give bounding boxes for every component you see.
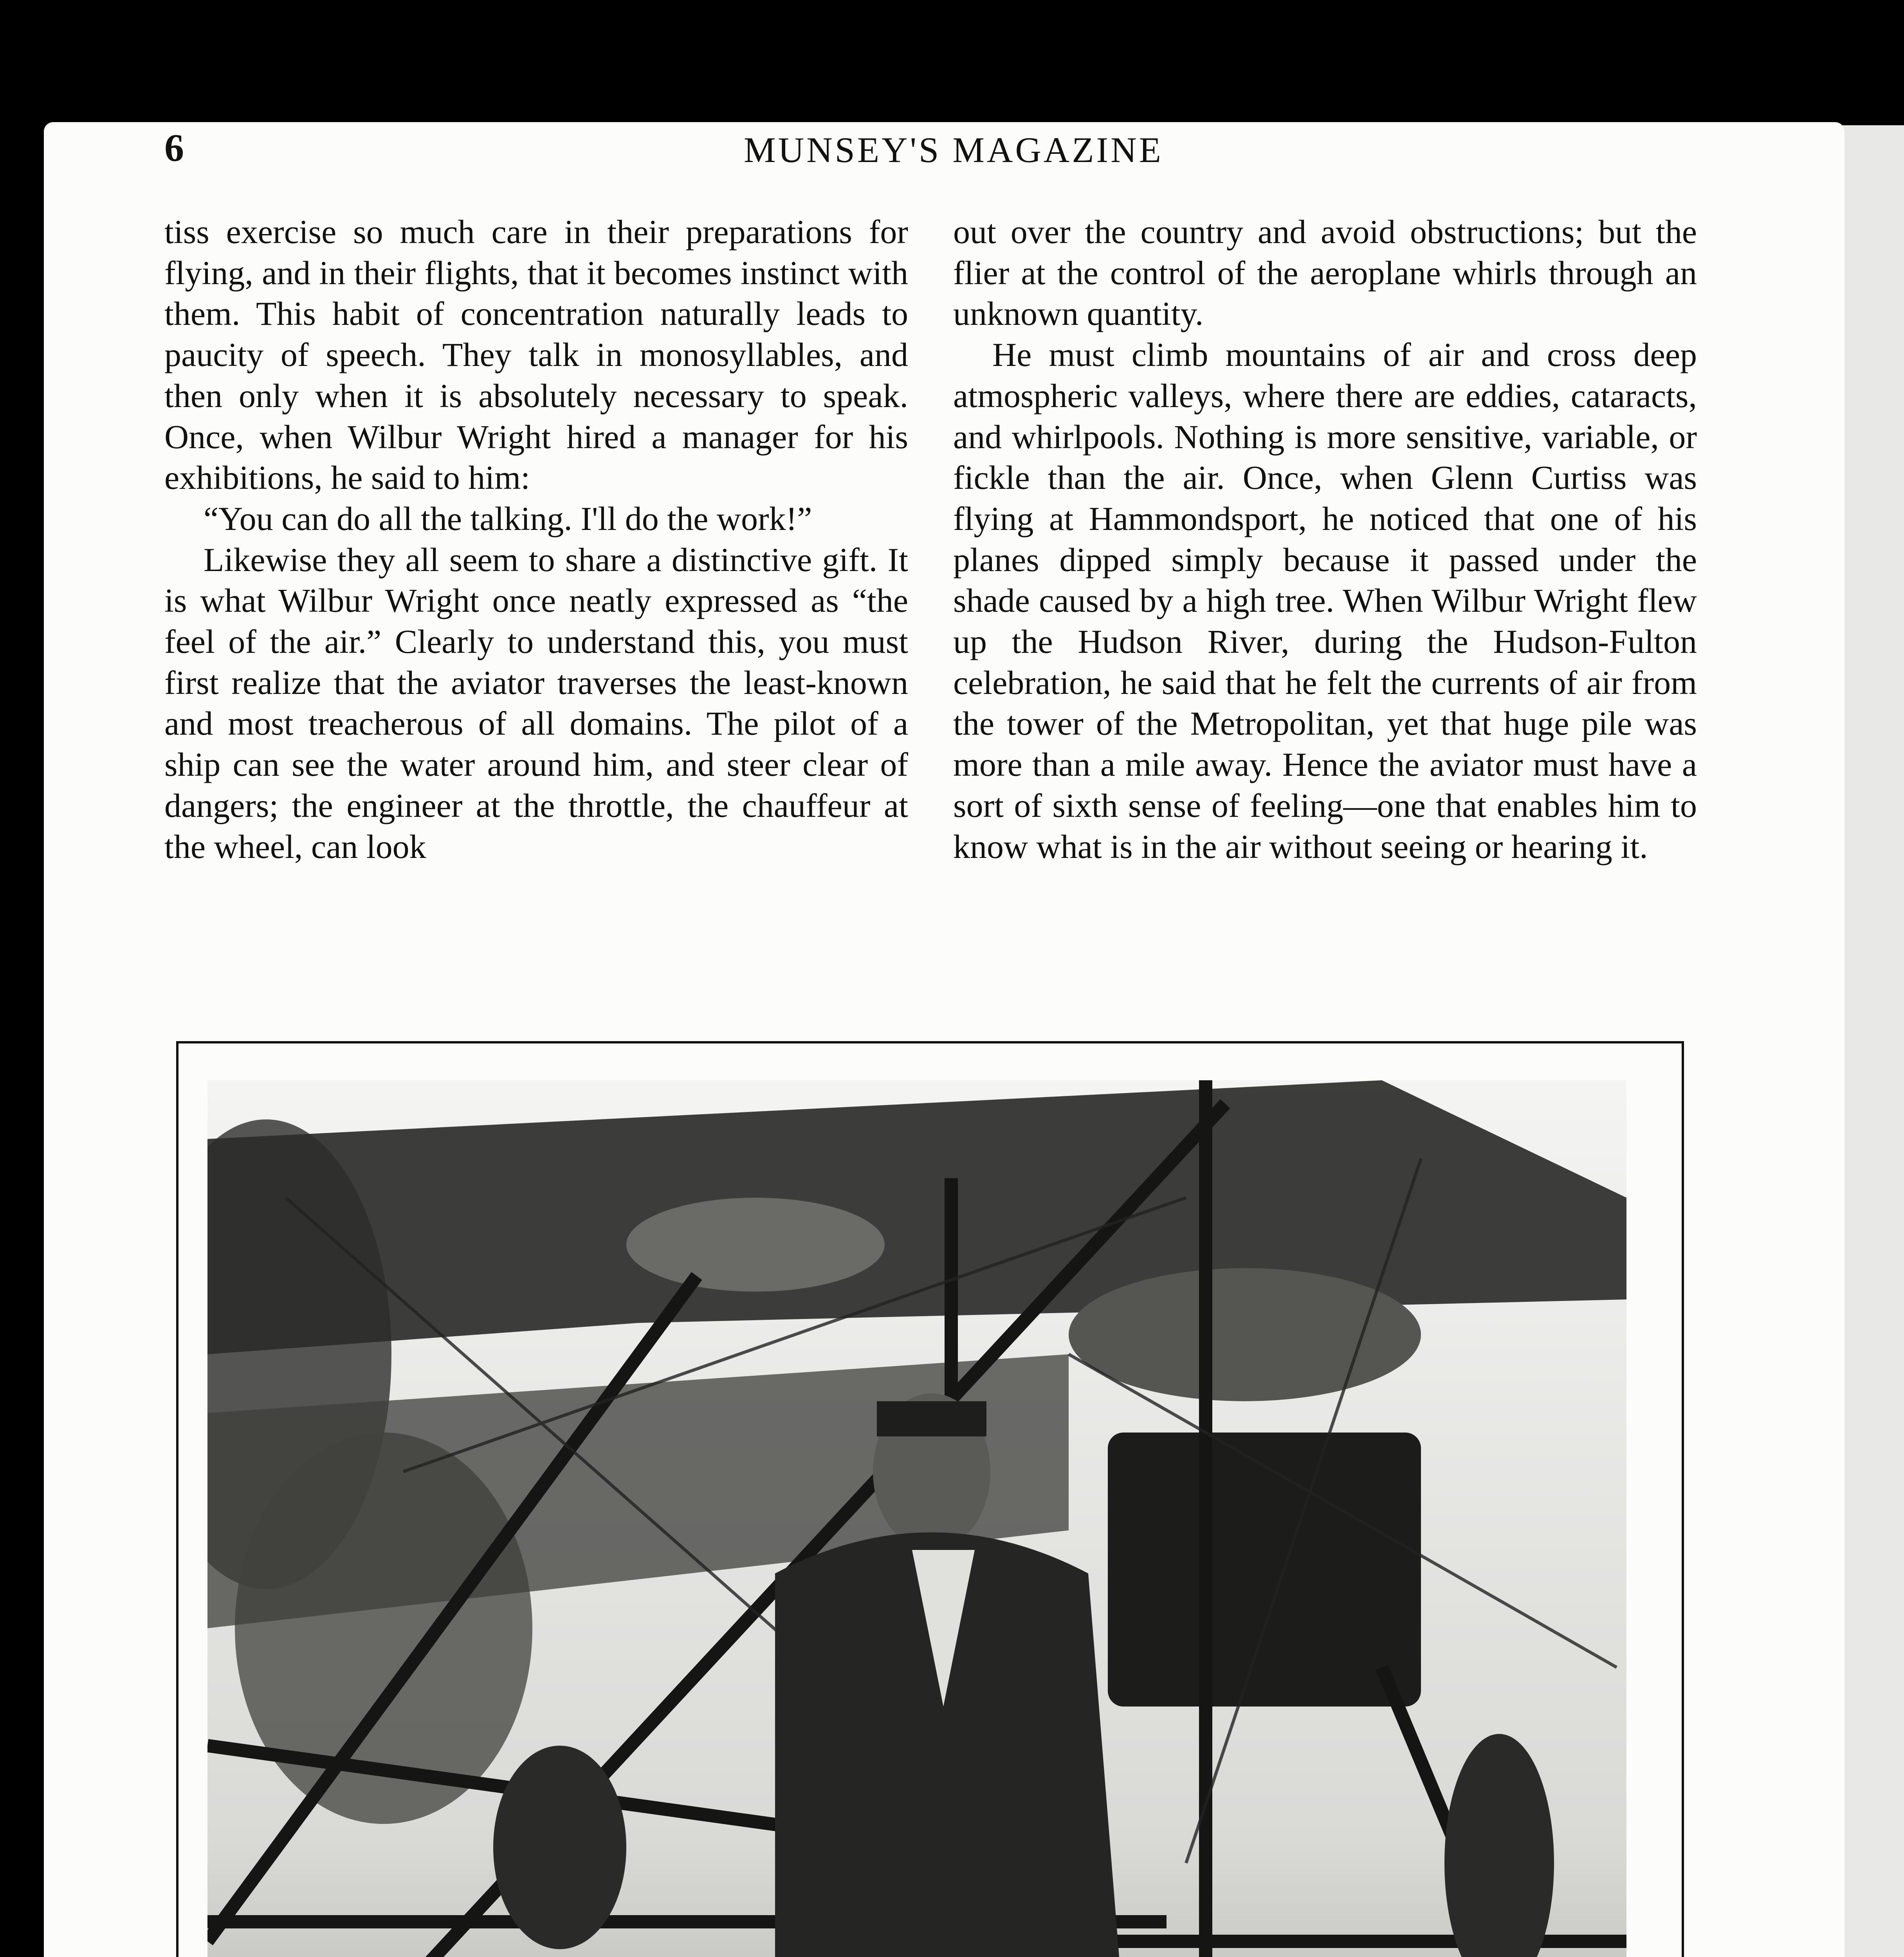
left-text-column <box>164 211 908 867</box>
right-paragraph-2: He must climb mountains of air and cross deep atmospheric valleys, where there are eddies, cataracts, and whirlpools. Nothing is more sensitive, variable, or fickle than the air. Once, when Glenn Curtiss was flying at Hammondsport, he noticed that one of his planes dipped simply because it passed under the shade caused by a high tree. When Wilbur Wright flew up the Hudson River, during the Hudson-Fulton celebration, he said that he felt the currents of air from the tower of the Metropolitan, yet that huge pile was more than a mile away. Hence the aviator must have a sort of sixth sense of feeling—one that enables him to know what is in the air without seeing or hearing it. <box>953 336 1697 865</box>
left-paragraph-3: Likewise they all seem to share a distinctive gift. It is what Wilbur Wright once neatly expressed as “the feel of the air.” Clearly to understand this, you must first realize that the aviator traverses the least-known and most treacherous of all domains. The pilot of a ship can see the water around him, and steer clear of dangers; the engineer at the throttle, the chauffeur at the wheel, can look <box>164 541 908 865</box>
page-number: 6 <box>164 126 184 169</box>
right-text-column <box>953 211 1697 867</box>
right-paragraph-1: out over the country and avoid obstructions; but the flier at the control of the aeroplane whirls through an unknown quantity. <box>953 213 1697 333</box>
biplane-illustration <box>207 1080 1626 1957</box>
aviator-photograph <box>207 1080 1626 1957</box>
left-paragraph-1: tiss exercise so much care in their preparations for flying, and in their flights, that it becomes instinct with them. This habit of concentration naturally leads to paucity of speech. They talk in monosyllables, and then only when it is absolutely necessary to speak. Once, when Wilbur Wright hired a manager for his exhibitions, he said to him: <box>164 213 908 497</box>
running-head: MUNSEY'S MAGAZINE <box>744 130 1163 170</box>
left-paragraph-2: “You can do all the talking. I'll do the work!” <box>204 499 812 537</box>
